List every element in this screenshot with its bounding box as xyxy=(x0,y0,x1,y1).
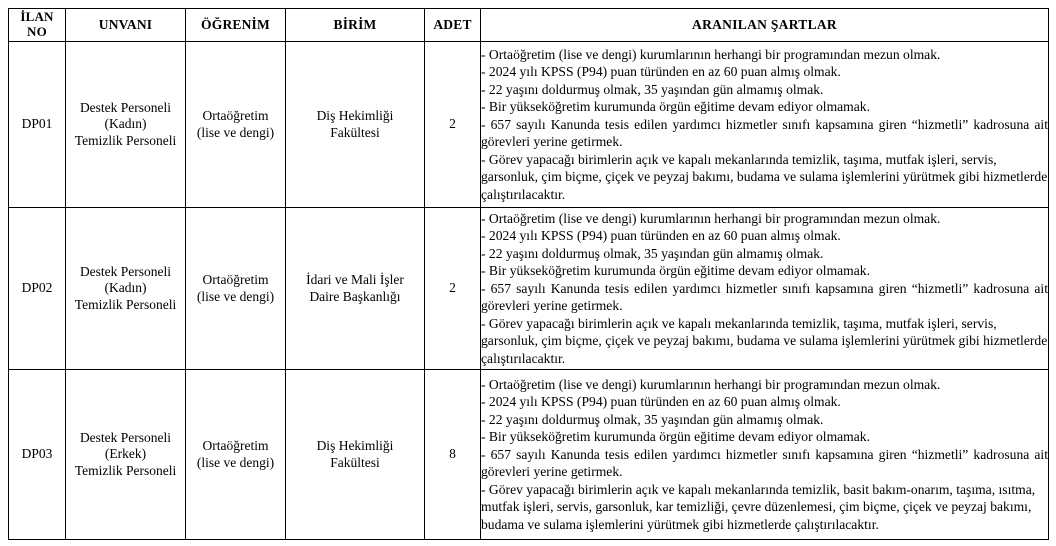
condition-item: - Görev yapacağı birimlerin açık ve kapalı mekanlarında temizlik, basit bakım-onarım, taşıma, ısıtma, mutfak işleri, servis, garsonluk, kar temizliği, çevre düzenlemesi, çim biçme, çiçek ve peyzaj bakımı, budama ve sulama işlemlerini yürütmek gibi hizmetlerde çalıştırılacaktır. xyxy=(481,481,1036,532)
cell-ogrenim xyxy=(186,208,286,370)
cell-adet: 8 xyxy=(425,370,481,540)
cell-aranilan-sartlar xyxy=(481,208,1049,370)
job-announcement-table xyxy=(8,8,1049,540)
ogrenim-line1: Ortaöğretim xyxy=(202,272,269,288)
cell-birim xyxy=(286,370,425,540)
header-row xyxy=(9,9,1049,42)
table-body xyxy=(9,42,1049,540)
column-header-unvani: UNVANI xyxy=(66,9,186,42)
column-header-aranilan-sartlar: ARANILAN ŞARTLAR xyxy=(481,9,1049,42)
column-header-ilan-no xyxy=(9,9,66,42)
cell-birim xyxy=(286,208,425,370)
cell-unvani xyxy=(66,42,186,208)
table-row xyxy=(9,42,1049,208)
column-header-adet: ADET xyxy=(425,9,481,42)
cell-ogrenim xyxy=(186,42,286,208)
birim-line2: Fakültesi xyxy=(330,124,380,140)
condition-item: - 22 yaşını doldurmuş olmak, 35 yaşından gün almamış olmak. xyxy=(481,81,824,97)
condition-item: - Ortaöğretim (lise ve dengi) kurumlarının herhangi bir programından mezun olmak. xyxy=(481,210,941,226)
condition-item: - Görev yapacağı birimlerin açık ve kapalı mekanlarında temizlik, taşıma, mutfak işleri, servis, garsonluk, çim biçme, çiçek ve peyzaj bakımı, budama ve sulama işlemlerini yürütmek gibi hizmetlerde çalıştırılacaktır. xyxy=(481,151,1048,202)
column-header-ogrenim: ÖĞRENİM xyxy=(186,9,286,42)
unvani-line3: Temizlik Personeli xyxy=(74,462,177,478)
ogrenim-line1: Ortaöğretim xyxy=(202,438,269,454)
column-header-ilan-no-line2: NO xyxy=(27,24,47,39)
unvani-line1: Destek Personeli xyxy=(79,429,172,445)
cell-ilan-no: DP02 xyxy=(9,208,66,370)
condition-item: - 22 yaşını doldurmuş olmak, 35 yaşından gün almamış olmak. xyxy=(481,245,824,261)
cell-aranilan-sartlar xyxy=(481,42,1049,208)
column-header-birim: BİRİM xyxy=(286,9,425,42)
unvani-line3: Temizlik Personeli xyxy=(74,132,177,148)
table-row xyxy=(9,208,1049,370)
condition-item: - Ortaöğretim (lise ve dengi) kurumlarının herhangi bir programından mezun olmak. xyxy=(481,46,941,62)
birim-line1: Diş Hekimliği xyxy=(316,438,394,454)
ogrenim-line1: Ortaöğretim xyxy=(202,108,269,124)
cell-birim xyxy=(286,42,425,208)
condition-item: - 657 sayılı Kanunda tesis edilen yardımcı hizmetler sınıfı kapsamına giren “hizmetli” kadrosuna ait görevleri yerine getirmek. xyxy=(481,446,1048,480)
cell-ogrenim xyxy=(186,370,286,540)
unvani-line1: Destek Personeli xyxy=(79,99,172,115)
column-header-ilan-no-line1: İLAN xyxy=(20,9,54,25)
unvani-line3: Temizlik Personeli xyxy=(74,296,177,312)
ogrenim-line2: (lise ve dengi) xyxy=(196,454,275,470)
table-row xyxy=(9,370,1049,540)
condition-item: - Ortaöğretim (lise ve dengi) kurumlarının herhangi bir programından mezun olmak. xyxy=(481,376,941,392)
condition-item: - 2024 yılı KPSS (P94) puan türünden en az 60 puan almış olmak. xyxy=(481,394,841,410)
unvani-line2: (Erkek) xyxy=(104,446,147,462)
birim-line1: İdari ve Mali İşler xyxy=(306,272,404,288)
ogrenim-line2: (lise ve dengi) xyxy=(196,124,275,140)
birim-line1: Diş Hekimliği xyxy=(316,108,394,124)
table-header xyxy=(9,9,1049,42)
cell-unvani xyxy=(66,370,186,540)
condition-item: - Bir yükseköğretim kurumunda örgün eğitime devam ediyor olmamak. xyxy=(481,429,870,445)
birim-line2: Daire Başkanlığı xyxy=(309,288,401,304)
condition-item: - 2024 yılı KPSS (P94) puan türünden en az 60 puan almış olmak. xyxy=(481,228,841,244)
condition-item: - 657 sayılı Kanunda tesis edilen yardımcı hizmetler sınıfı kapsamına giren “hizmetli” kadrosuna ait görevleri yerine getirmek. xyxy=(481,116,1048,150)
condition-item: - 2024 yılı KPSS (P94) puan türünden en az 60 puan almış olmak. xyxy=(481,64,841,80)
cell-adet: 2 xyxy=(425,208,481,370)
condition-item: - Bir yükseköğretim kurumunda örgün eğitime devam ediyor olmamak. xyxy=(481,99,870,115)
condition-item: - 22 yaşını doldurmuş olmak, 35 yaşından gün almamış olmak. xyxy=(481,411,824,427)
cell-aranilan-sartlar xyxy=(481,370,1049,540)
ogrenim-line2: (lise ve dengi) xyxy=(196,288,275,304)
condition-item: - Görev yapacağı birimlerin açık ve kapalı mekanlarında temizlik, taşıma, mutfak işleri, servis, garsonluk, çim biçme, çiçek ve peyzaj bakımı, budama ve sulama işlemlerini yürütmek gibi hizmetlerde çalıştırılacaktır. xyxy=(481,315,1048,366)
cell-unvani xyxy=(66,208,186,370)
unvani-line2: (Kadın) xyxy=(104,280,147,296)
cell-ilan-no: DP03 xyxy=(9,370,66,540)
condition-item: - 657 sayılı Kanunda tesis edilen yardımcı hizmetler sınıfı kapsamına giren “hizmetli” kadrosuna ait görevleri yerine getirmek. xyxy=(481,280,1048,314)
condition-item: - Bir yükseköğretim kurumunda örgün eğitime devam ediyor olmamak. xyxy=(481,263,870,279)
unvani-line2: (Kadın) xyxy=(104,116,147,132)
birim-line2: Fakültesi xyxy=(330,454,380,470)
cell-ilan-no: DP01 xyxy=(9,42,66,208)
unvani-line1: Destek Personeli xyxy=(79,263,172,279)
cell-adet: 2 xyxy=(425,42,481,208)
